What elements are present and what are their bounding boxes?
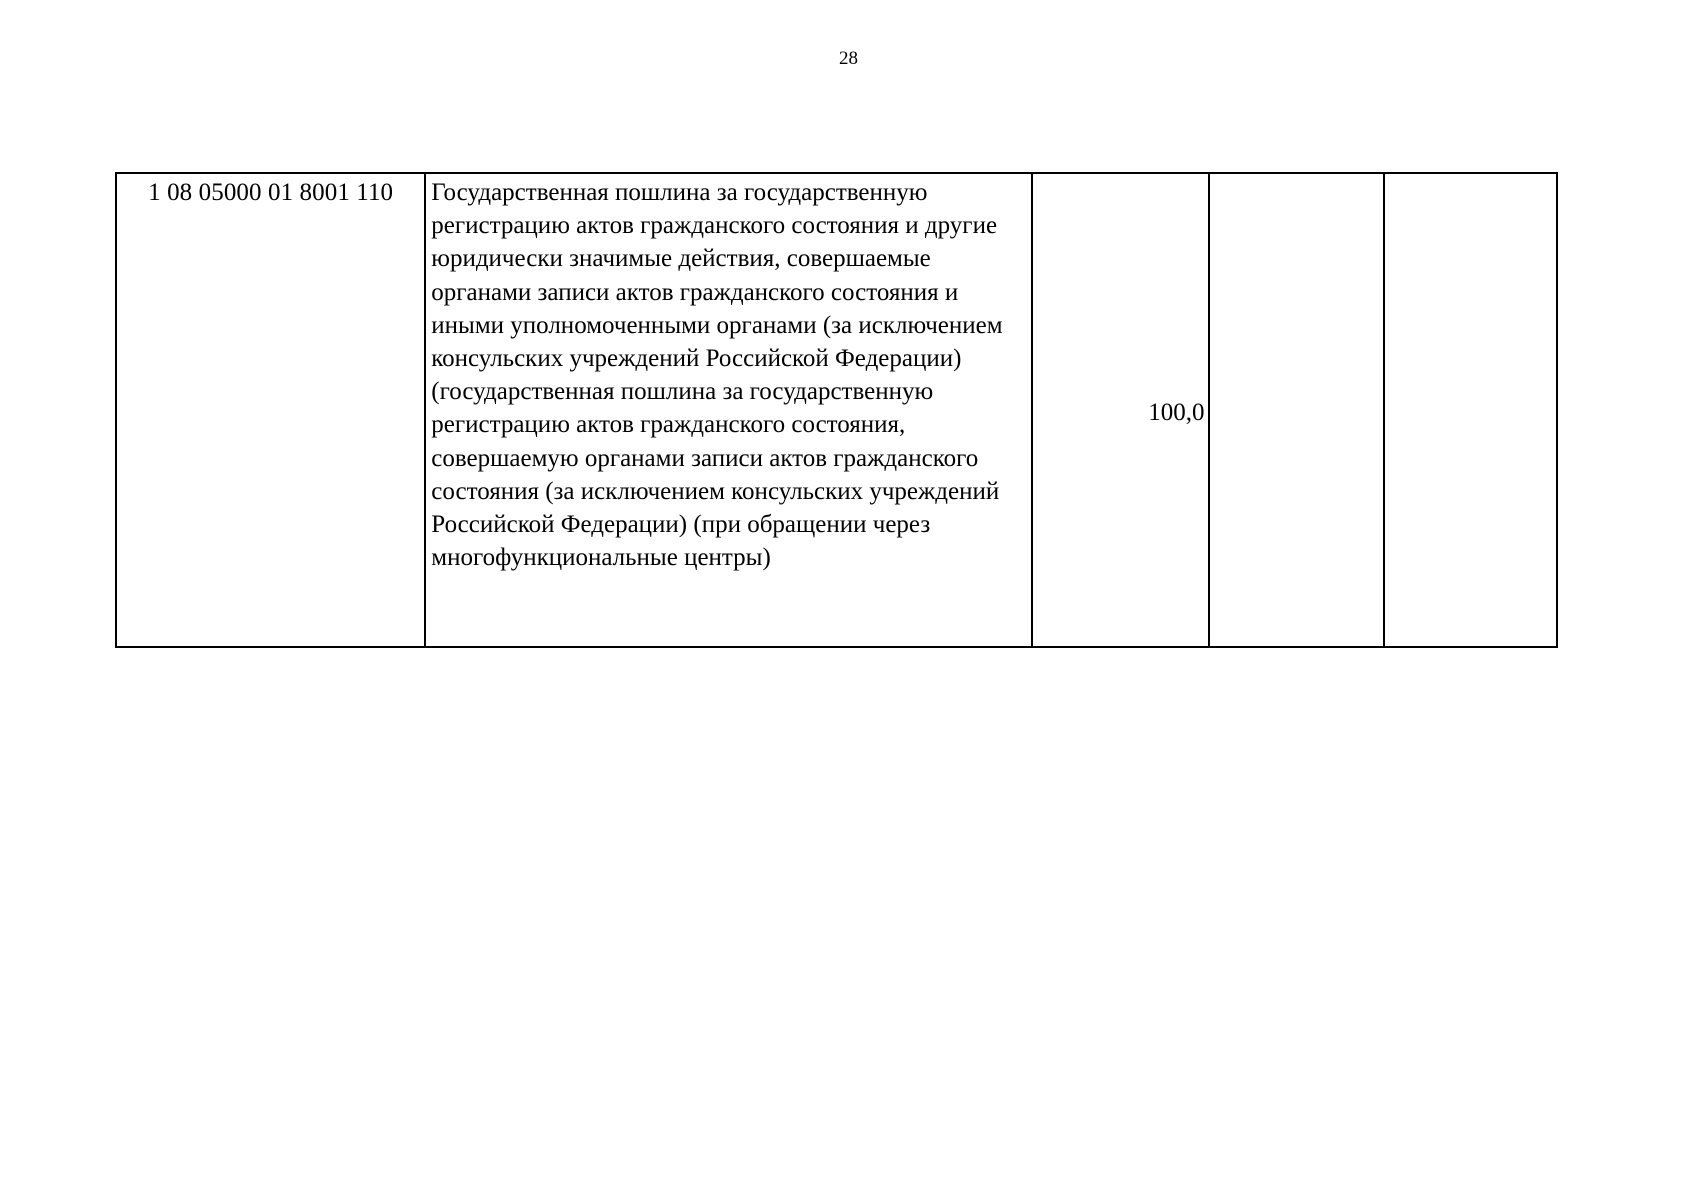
empty-cell (1209, 173, 1385, 647)
page-number: 28 (839, 48, 858, 69)
budget-classification-code: 1 08 05000 01 8001 110 (116, 173, 425, 647)
empty-cell (1384, 173, 1557, 647)
budget-table (115, 172, 1558, 648)
amount-value: 100,0 (1032, 173, 1209, 647)
revenue-name: Государственная пошлина за государственную регистрацию актов гражданского состояния и другие юридически значимые действия, совершаемые органами записи актов гражданского состояния и иными уполномоченными органами (за исключением консульских учреждений Российской Федерации) (государственная пошлина за государственную регистрацию актов гражданского состояния, совершаемую органами записи актов гражданского состояния (за исключением консульских учреждений Российской Федерации) (при обращении через многофункциональные центры) (425, 173, 1032, 647)
table-row (116, 173, 1557, 647)
